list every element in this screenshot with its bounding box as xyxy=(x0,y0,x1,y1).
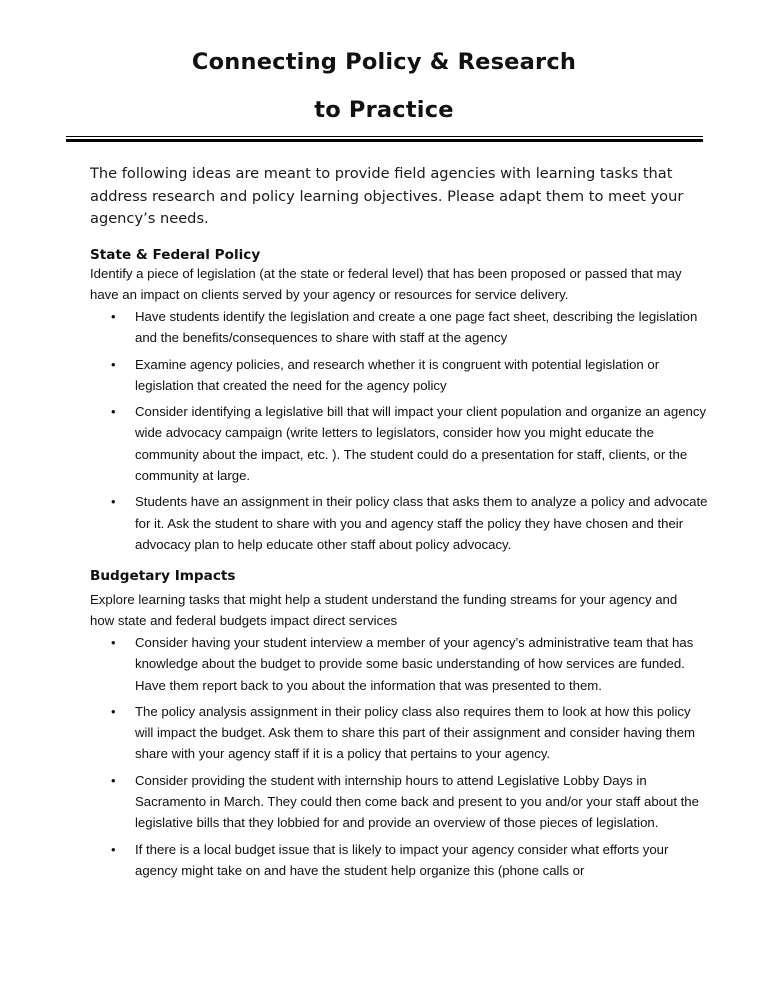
bullet-list-state-federal-policy xyxy=(90,306,710,560)
section-heading-state-federal-policy: State & Federal Policy xyxy=(90,247,261,263)
list-item: • Consider identifying a legislative bill that will impact your client population and organize an agency wide advocacy campaign (write letters to legislators, consider how you might educate the community about the impact, etc. ). The student could do a presentation for staff, clients, or the community at large. xyxy=(90,401,710,486)
intro-paragraph: The following ideas are meant to provide field agencies with learning tasks that address research and policy learning objectives. Please adapt them to meet your agency’s needs. xyxy=(90,165,684,227)
list-item: • Students have an assignment in their policy class that asks them to analyze a policy and advocate for it. Ask the student to share with you and agency staff the policy they have chosen and their advocacy plan to help educate other staff about policy advocacy. xyxy=(90,491,710,555)
document-title-line-2: to Practice xyxy=(314,97,454,123)
list-item: • Examine agency policies, and research whether it is congruent with potential legislation or legislation that created the need for the agency policy xyxy=(90,354,710,397)
list-item: • Consider having your student interview a member of your agency’s administrative team that has knowledge about the budget to provide some basic understanding of how services are funded. Have them report back to you about the information that was presented to them. xyxy=(90,632,710,696)
list-item: • Consider providing the student with internship hours to attend Legislative Lobby Days in Sacramento in March. They could then come back and present to you and/or your staff about the legislative bills that they lobbied for and provide an overview of those pieces of legislation. xyxy=(90,770,710,834)
section-paragraph-state-federal-policy: Identify a piece of legislation (at the state or federal level) that has been proposed or passed that may have an impact on clients served by your agency or resources for service delivery. xyxy=(90,266,682,303)
list-item: • If there is a local budget issue that is likely to impact your agency consider what efforts your agency might take on and have the student help organize this (phone calls or xyxy=(90,839,710,882)
title-divider-thick xyxy=(66,139,703,142)
document-title-line-1: Connecting Policy & Research xyxy=(191,49,577,75)
list-item: • The policy analysis assignment in their policy class also requires them to look at how this policy will impact the budget. Ask them to share this part of their assignment and consider having them share with your agency staff if it is a policy that pertains to your agency. xyxy=(90,701,710,765)
bullet-list-budgetary-impacts xyxy=(90,632,710,886)
section-heading-budgetary-impacts: Budgetary Impacts xyxy=(90,568,236,584)
title-divider-thin xyxy=(66,136,703,137)
section-paragraph-budgetary-impacts: Explore learning tasks that might help a student understand the funding streams for your agency and how state and federal budgets impact direct services xyxy=(90,592,678,629)
list-item: • Have students identify the legislation and create a one page fact sheet, describing the legislation and the benefits/consequences to share with staff at the agency xyxy=(90,306,710,349)
